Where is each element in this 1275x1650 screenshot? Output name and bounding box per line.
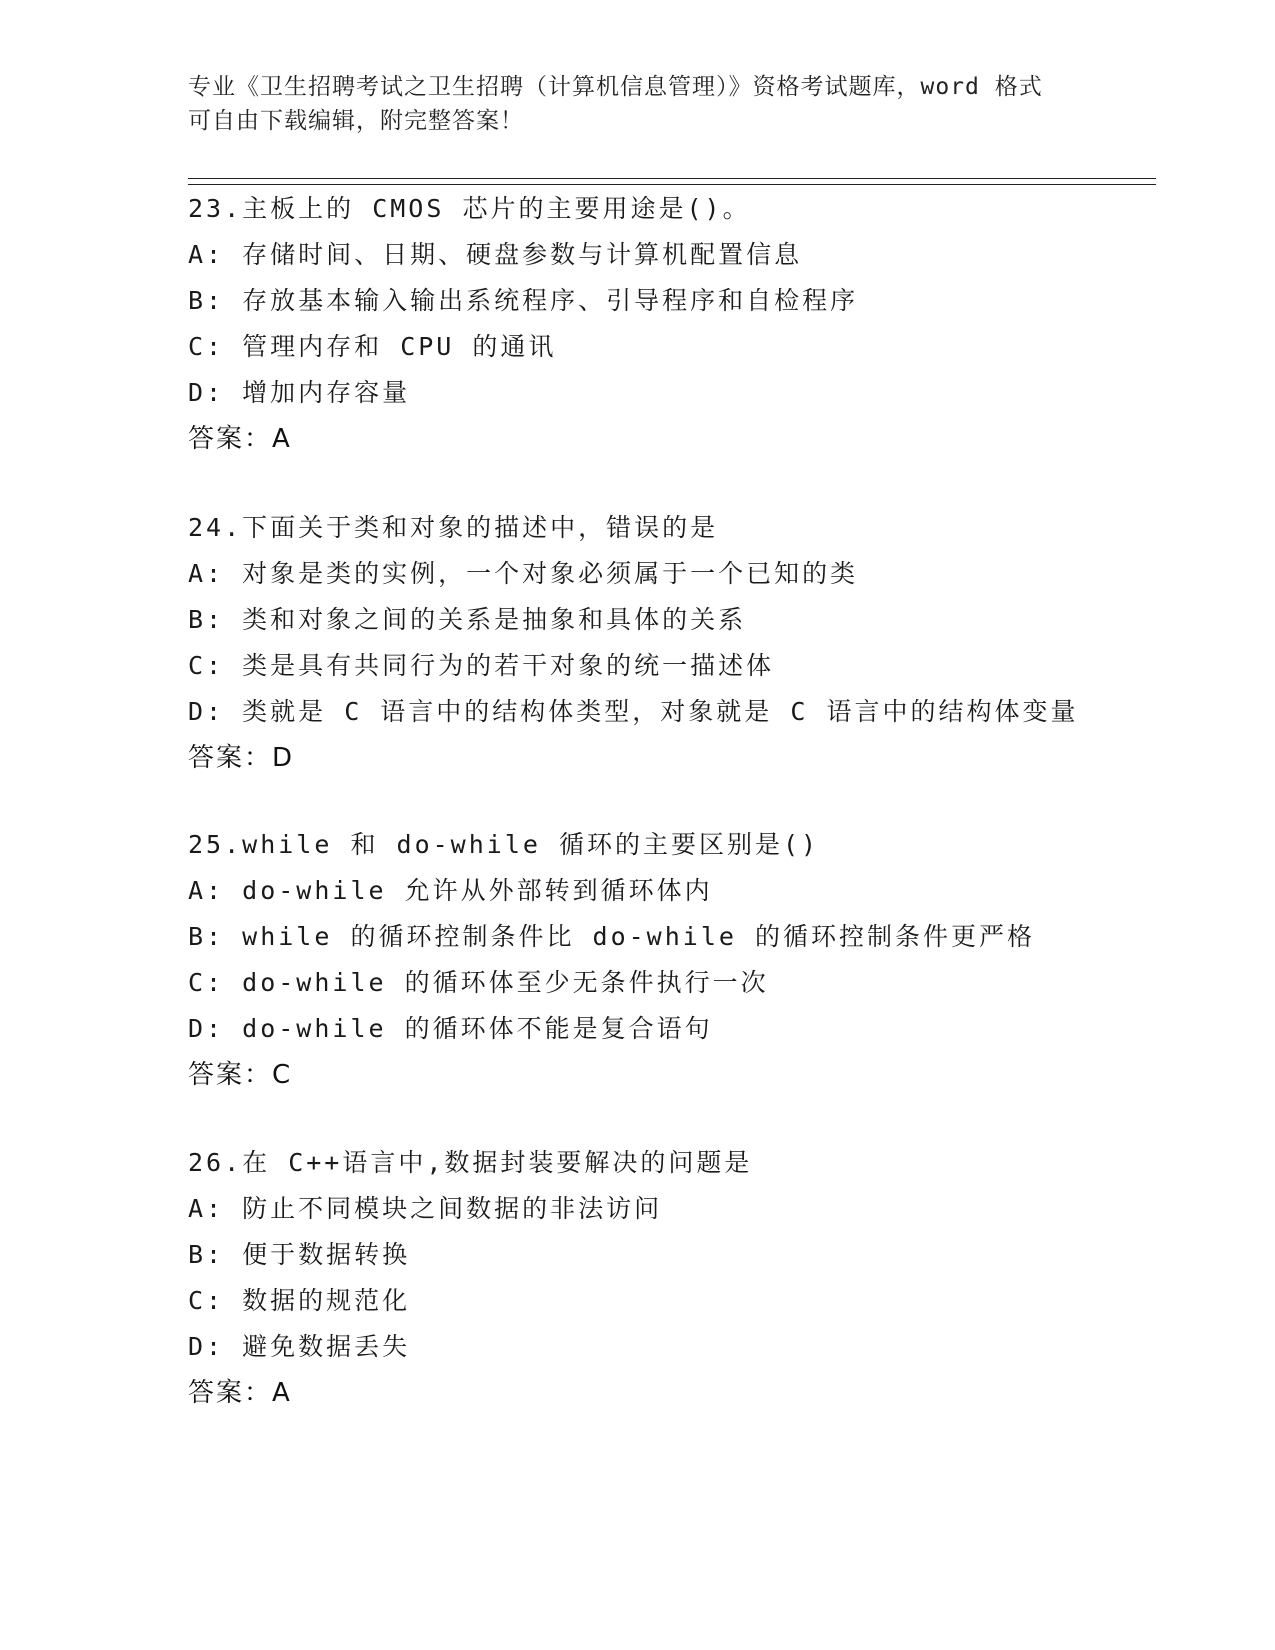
question-block-25 <box>188 822 1148 1098</box>
option-d: D: do-while 的循环体不能是复合语句 <box>188 1014 713 1043</box>
option-c: C: do-while 的循环体至少无条件执行一次 <box>188 968 769 997</box>
question-block-23 <box>188 186 1148 462</box>
answer-label: 答案： <box>188 1060 273 1090</box>
option-b: B: 便于数据转换 <box>188 1240 411 1269</box>
question-block-24 <box>188 505 1148 781</box>
header-line-2: 可自由下载编辑，附完整答案！ <box>188 108 524 134</box>
answer-line <box>188 735 1148 781</box>
header-divider-top <box>188 178 1156 179</box>
header-line-1: 专业《卫生招聘考试之卫生招聘（计算机信息管理）》资格考试题库，word 格式 <box>188 74 1043 100</box>
question-stem: 23.主板上的 CMOS 芯片的主要用途是()。 <box>188 194 751 223</box>
option-d: D: 增加内存容量 <box>188 378 411 407</box>
answer-label: 答案： <box>188 743 273 773</box>
question-stem: 26.在 C++语言中,数据封装要解决的问题是 <box>188 1148 753 1177</box>
option-d: D: 避免数据丢失 <box>188 1332 411 1361</box>
option-d: D: 类就是 C 语言中的结构体类型，对象就是 C 语言中的结构体变量 <box>188 697 1079 726</box>
option-c: C: 管理内存和 CPU 的通讯 <box>188 332 557 361</box>
answer-value: D <box>272 743 295 773</box>
option-b: B: while 的循环控制条件比 do-while 的循环控制条件更严格 <box>188 922 1035 951</box>
answer-label: 答案： <box>188 1378 273 1408</box>
header-divider-bottom <box>188 184 1156 185</box>
answer-value: C <box>272 1060 293 1090</box>
option-c: C: 数据的规范化 <box>188 1286 411 1315</box>
question-block-26 <box>188 1140 1148 1416</box>
answer-line <box>188 1052 1148 1098</box>
question-stem: 24.下面关于类和对象的描述中，错误的是 <box>188 513 719 542</box>
option-c: C: 类是具有共同行为的若干对象的统一描述体 <box>188 651 775 680</box>
document-header <box>188 70 1088 138</box>
answer-value: A <box>272 424 292 454</box>
option-a: A: 防止不同模块之间数据的非法访问 <box>188 1194 663 1223</box>
option-b: B: 存放基本输入输出系统程序、引导程序和自检程序 <box>188 286 859 315</box>
question-stem: 25.while 和 do-while 循环的主要区别是() <box>188 830 820 859</box>
answer-value: A <box>272 1378 292 1408</box>
answer-label: 答案： <box>188 424 273 454</box>
answer-line <box>188 416 1148 462</box>
option-b: B: 类和对象之间的关系是抽象和具体的关系 <box>188 605 747 634</box>
option-a: A: do-while 允许从外部转到循环体内 <box>188 876 713 905</box>
answer-line <box>188 1370 1148 1416</box>
option-a: A: 对象是类的实例，一个对象必须属于一个已知的类 <box>188 559 859 588</box>
option-a: A: 存储时间、日期、硬盘参数与计算机配置信息 <box>188 240 803 269</box>
